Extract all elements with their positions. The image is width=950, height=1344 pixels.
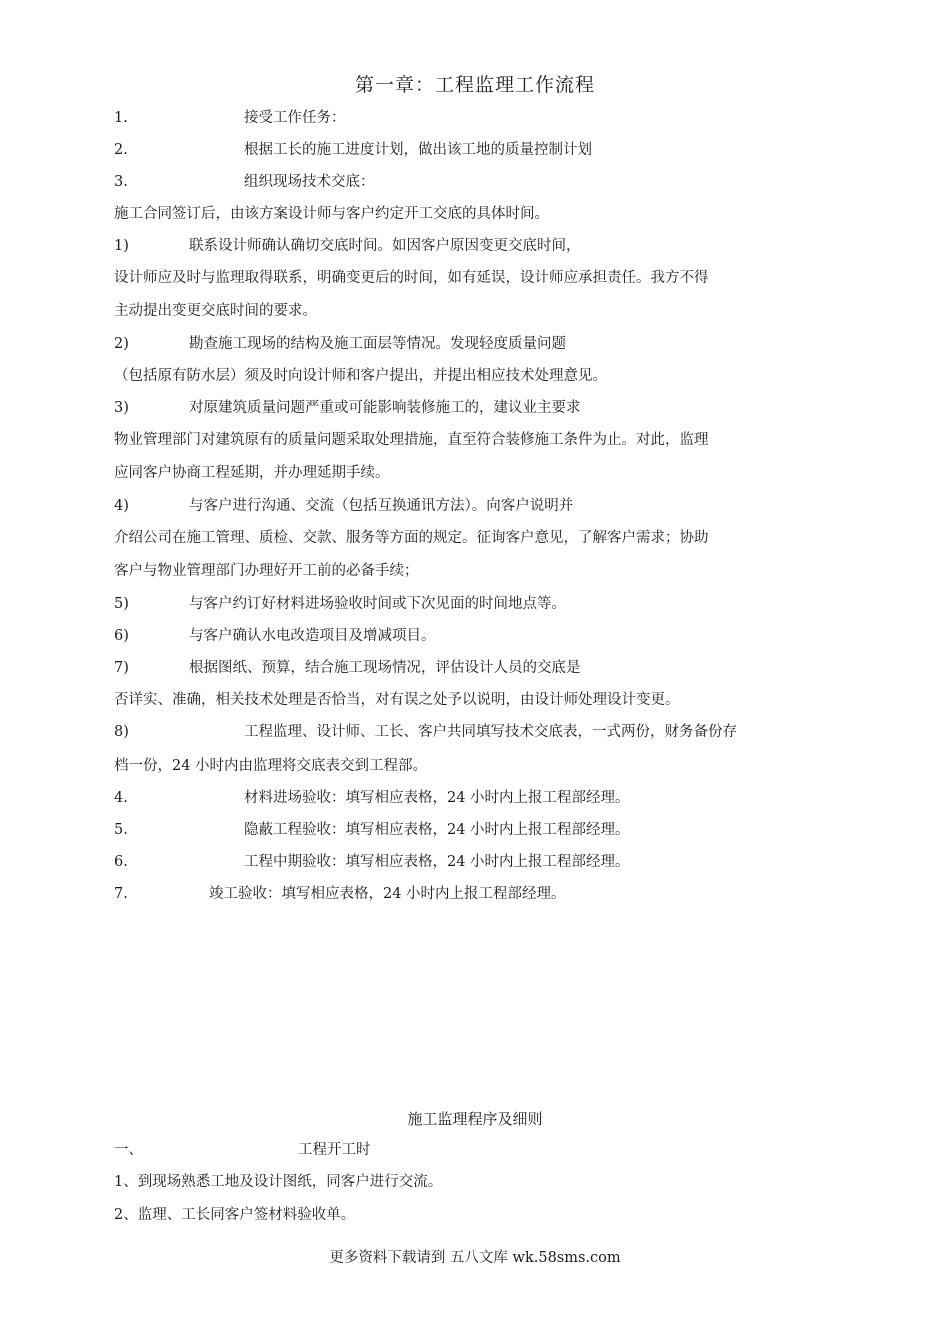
section-line-1: 1、到现场熟悉工地及设计图纸，同客户进行交流。: [114, 1174, 443, 1190]
item-3-cont: 应同客户协商工程延期，并办理延期手续。: [114, 465, 390, 481]
item-4-cont: 客户与物业管理部门办理好开工前的必备手续；: [114, 563, 419, 579]
document-page: 第一章：工程监理工作流程 1. 接受工作任务： 2. 根据工长的施工进度计划，做出该工地的质量控制计划 3. 组织现场技术交底： 施工合同签订后，由该方案设计师与客户约定开工交底的具体时间。 1) 联系设计师确认确切交底时间。如因客户原因变更交底时间， 设计师应及时与监理取得联系，明确变更后的时间，如有延误，设计师应承担责任。我方不得 主动提出变更交底时间的要求。 2) 勘查施工现场的结构及施工面层等情况。发现轻度质量问题 （包括原有防水层）须及时向设计师和客户提出，并提出相应技术处理意见。 3) 对原建筑质量问题严重或可能影响装修施工的，建议业主要求 物业管理部门对建筑原有的质量问题采取处理措施，直至符合装修施工条件为止。对此，监理 应同客户协商工程延期，并办理延期手续。 4) 与客户进行沟通、交流（包括互换通讯方法）。向客户说明并 介绍公司在施工管理、质检、交款、服务等方面的规定。征询客户意见，了解客户需求；协助 客户与物业管理部门办理好开工前的必备手续； 5) 与客户约订好材料进场验收时间或下次见面的时间地点等。 6) 与客户确认水电改造项目及增减项目。 7) 根据图纸、预算，结合施工现场情况，评估设计人员的交底是 否详实、准确，相关技术处理是否恰当，对有误之处予以说明，由设计师处理设计变更。 8) 工程监理、设计师、工长、客户共同填写技术交底表，一式两份，财务备份存 档一份，24 小时内由监理将交底表交到工程部。 4. 材料进场验收：填写相应表格，24 小时内上报工程部经理。 5. 隐蔽工程验收：填写相应表格，24 小时内上报工程部经理。 6. 工程中期验收：填写相应表格，24 小时内上报工程部经理。 7. 竣工验收：填写相应表格，24 小时内上报工程部经理。 施工监理程序及细则 一、 工程开工时 1、到现场熟悉工地及设计图纸，同客户进行交流。 2、监理、工长同客户签材料验收单。 更多资料下载请到 五八文库 wk.58sms.com: [0, 0, 950, 1344]
item-2-cont: （包括原有防水层）须及时向设计师和客户提出，并提出相应技术处理意见。: [114, 368, 607, 384]
chapter-title: 第一章：工程监理工作流程: [354, 74, 595, 96]
section-title: 施工监理程序及细则: [407, 1110, 543, 1128]
item-8-cont: 档一份，24 小时内由监理将交底表交到工程部。: [114, 758, 428, 774]
item-7-cont: 否详实、准确，相关技术处理是否恰当，对有误之处予以说明，由设计师处理设计变更。: [114, 692, 680, 708]
footer-link-text: 更多资料下载请到 五八文库 wk.58sms.com: [329, 1250, 621, 1266]
intro-paragraph: 施工合同签订后，由该方案设计师与客户约定开工交底的具体时间。: [114, 206, 549, 222]
section-line-2: 2、监理、工长同客户签材料验收单。: [114, 1207, 356, 1223]
item-3-cont: 物业管理部门对建筑原有的质量问题采取处理措施，直至符合装修施工条件为止。对此，监理: [114, 432, 709, 448]
item-4-cont: 介绍公司在施工管理、质检、交款、服务等方面的规定。征询客户意见，了解客户需求；协助: [114, 530, 709, 546]
item-1-cont: 设计师应及时与监理取得联系，明确变更后的时间，如有延误，设计师应承担责任。我方不得: [114, 270, 709, 286]
item-1-cont: 主动提出变更交底时间的要求。: [114, 303, 317, 319]
